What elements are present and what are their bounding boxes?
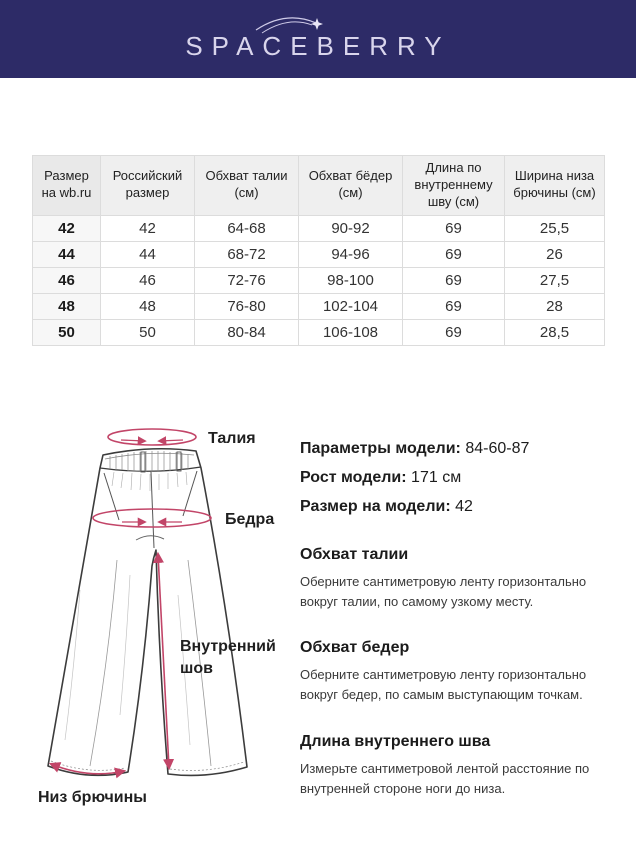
column-header: Обхват талии (см) — [195, 156, 299, 216]
guide-hips-title: Обхват бедер — [300, 639, 410, 657]
model-height-value: 171 см — [411, 469, 462, 486]
model-height-line — [300, 469, 626, 487]
model-size-value: 42 — [455, 498, 473, 515]
brand-logo — [0, 0, 636, 78]
model-height-label: Рост модели: — [300, 469, 407, 486]
model-size-line — [300, 498, 626, 516]
value-cell: 106-108 — [299, 319, 403, 345]
comet-star-icon — [250, 8, 332, 38]
column-header: Обхват бёдер (см) — [299, 156, 403, 216]
guide-inseam-title: Длина внутреннего шва — [300, 732, 491, 750]
inseam-label-line1: Внутренний — [180, 638, 276, 655]
value-cell: 28 — [505, 293, 605, 319]
value-cell: 68-72 — [195, 241, 299, 267]
table-row — [33, 241, 605, 267]
guide-inseam-text: Измерьте сантиметровой лентой расстояние по внутренней стороне ноги до низа. — [300, 760, 590, 796]
hem-label: Низ брючины — [38, 789, 147, 806]
value-cell: 44 — [101, 241, 195, 267]
model-info-column — [300, 440, 626, 826]
size-table — [32, 155, 605, 346]
value-cell: 80-84 — [195, 319, 299, 345]
guide-inseam — [300, 733, 626, 799]
value-cell: 98-100 — [299, 267, 403, 293]
value-cell: 94-96 — [299, 241, 403, 267]
guide-waist-text: Оберните сантиметровую ленту горизонтально вокруг талии, по самому узкому месту. — [300, 574, 587, 610]
value-cell: 27,5 — [505, 267, 605, 293]
pants-outline-drawing — [48, 449, 247, 776]
column-header: Российский размер — [101, 156, 195, 216]
model-parameters-label: Параметры модели: — [300, 440, 461, 457]
table-row — [33, 319, 605, 345]
waist-label: Талия — [208, 430, 256, 447]
row-size-cell: 42 — [33, 215, 101, 241]
pants-diagram — [20, 410, 300, 818]
size-table-header-row — [33, 156, 605, 216]
column-header: Ширина низа брючины (см) — [505, 156, 605, 216]
value-cell: 69 — [403, 267, 505, 293]
inseam-label-line2: шов — [180, 660, 213, 677]
value-cell: 69 — [403, 293, 505, 319]
guide-waist-title: Обхват талии — [300, 546, 409, 563]
value-cell: 90-92 — [299, 215, 403, 241]
value-cell: 69 — [403, 319, 505, 345]
brand-logo-text: SPACEBERRY — [185, 30, 451, 61]
value-cell: 72-76 — [195, 267, 299, 293]
waist-measure-ellipse — [108, 429, 196, 445]
size-table-body — [33, 215, 605, 345]
table-row — [33, 215, 605, 241]
value-cell: 28,5 — [505, 319, 605, 345]
row-size-cell: 50 — [33, 319, 101, 345]
value-cell: 76-80 — [195, 293, 299, 319]
column-header: Длина по внутреннему шву (см) — [403, 156, 505, 216]
value-cell: 42 — [101, 215, 195, 241]
table-row — [33, 293, 605, 319]
model-parameters-line — [300, 440, 626, 458]
value-cell: 69 — [403, 241, 505, 267]
value-cell: 46 — [101, 267, 195, 293]
column-header: Размер на wb.ru — [33, 156, 101, 216]
hips-label: Бедра — [225, 511, 275, 528]
guide-hips — [300, 639, 626, 705]
brand-header — [0, 0, 636, 78]
guide-hips-text: Оберните сантиметровую ленту горизонтально вокруг бедер, по самым выступающим точкам. — [300, 667, 587, 703]
value-cell: 69 — [403, 215, 505, 241]
row-size-cell: 48 — [33, 293, 101, 319]
table-row — [33, 267, 605, 293]
value-cell: 25,5 — [505, 215, 605, 241]
value-cell: 50 — [101, 319, 195, 345]
row-size-cell: 44 — [33, 241, 101, 267]
value-cell: 48 — [101, 293, 195, 319]
value-cell: 26 — [505, 241, 605, 267]
value-cell: 102-104 — [299, 293, 403, 319]
measurement-guide — [300, 546, 626, 799]
model-size-label: Размер на модели: — [300, 498, 451, 515]
value-cell: 64-68 — [195, 215, 299, 241]
model-parameters-value: 84-60-87 — [465, 440, 530, 457]
guide-waist — [300, 546, 626, 612]
row-size-cell: 46 — [33, 267, 101, 293]
